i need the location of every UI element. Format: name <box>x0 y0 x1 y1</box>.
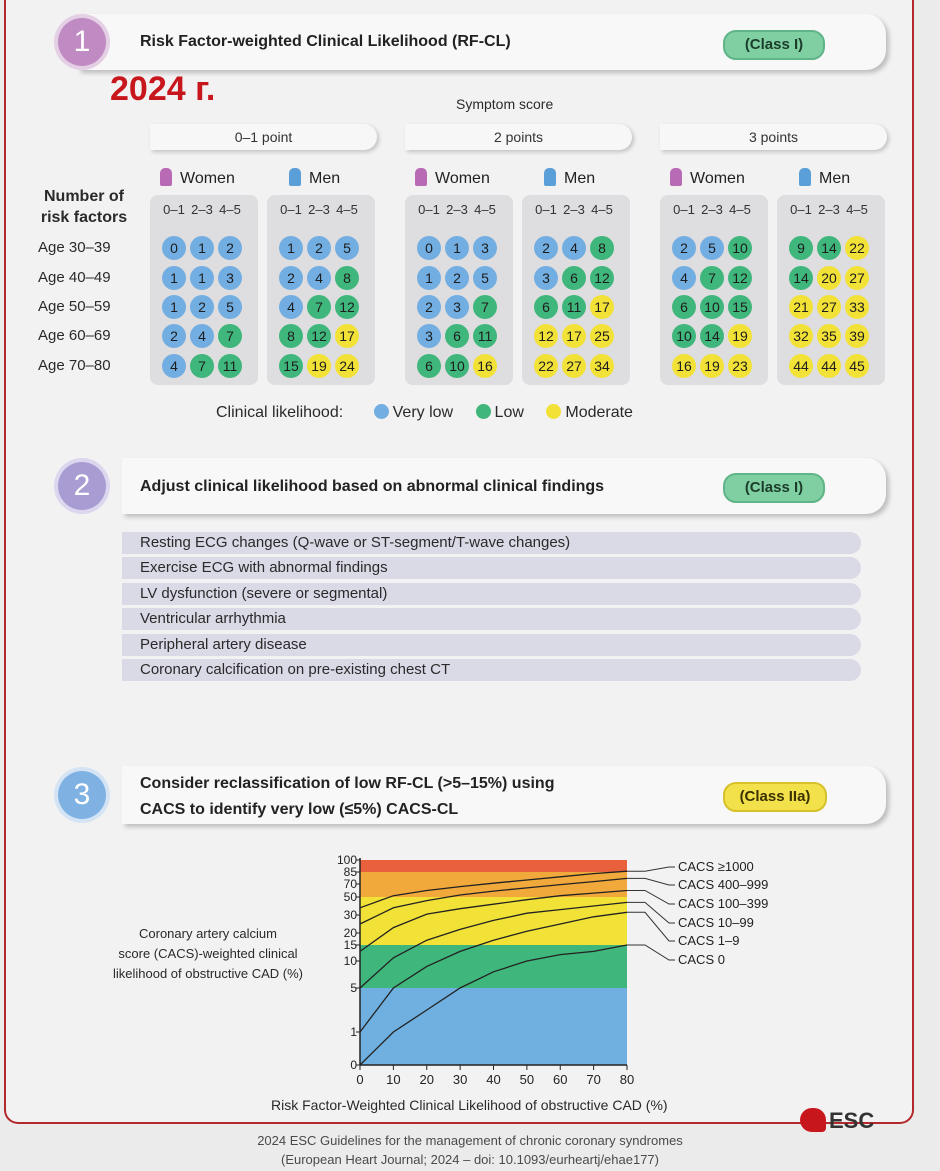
age-row-label: Age 40–49 <box>38 269 111 286</box>
cacs-callout-line <box>627 912 675 941</box>
step1-class-badge: (Class I) <box>723 30 825 60</box>
women-label: Women <box>670 168 745 188</box>
men-label: Men <box>799 168 850 188</box>
cacs-series-label: CACS 10–99 <box>678 915 754 930</box>
cacs-series-label: CACS 1–9 <box>678 933 740 948</box>
likelihood-cell: 6 <box>562 266 586 290</box>
likelihood-cell: 14 <box>700 324 724 348</box>
age-row-label: Age 60–69 <box>38 327 111 344</box>
likelihood-cell: 25 <box>590 324 614 348</box>
likelihood-cell: 32 <box>789 324 813 348</box>
legend-label: Clinical likelihood: <box>216 404 344 421</box>
likelihood-cell: 12 <box>534 324 558 348</box>
likelihood-cell: 7 <box>473 295 497 319</box>
age-row-label: Age 50–59 <box>38 298 111 315</box>
y-tick-label: 30 <box>343 908 357 922</box>
likelihood-cell: 34 <box>590 354 614 378</box>
likelihood-cell: 27 <box>562 354 586 378</box>
likelihood-cell: 1 <box>417 266 441 290</box>
x-tick-label: 30 <box>452 1072 468 1087</box>
finding-item: Exercise ECG with abnormal findings <box>122 557 861 579</box>
clinical-likelihood-legend <box>216 404 633 422</box>
y-tick-label: 100 <box>336 853 357 867</box>
likelihood-cell: 33 <box>845 295 869 319</box>
legend-item-moderate: Moderate <box>546 404 633 421</box>
y-tick-label: 5 <box>350 981 357 995</box>
likelihood-cell: 22 <box>534 354 558 378</box>
y-tick-label: 0 <box>350 1058 357 1072</box>
likelihood-cell: 10 <box>728 236 752 260</box>
men-label: Men <box>544 168 595 188</box>
likelihood-cell: 3 <box>417 324 441 348</box>
likelihood-cell: 4 <box>190 324 214 348</box>
risk-factor-column-header: 2–3 <box>563 202 585 217</box>
esc-heart-icon <box>800 1108 826 1132</box>
likelihood-cell: 11 <box>473 324 497 348</box>
legend-item-very-low: Very low <box>374 404 453 421</box>
likelihood-cell: 2 <box>534 236 558 260</box>
likelihood-cell: 12 <box>590 266 614 290</box>
woman-icon <box>670 168 682 186</box>
likelihood-cell: 12 <box>307 324 331 348</box>
likelihood-cell: 24 <box>335 354 359 378</box>
likelihood-cell: 6 <box>445 324 469 348</box>
likelihood-cell: 10 <box>700 295 724 319</box>
likelihood-cell: 5 <box>473 266 497 290</box>
likelihood-cell: 12 <box>335 295 359 319</box>
finding-item: Ventricular arrhythmia <box>122 608 861 630</box>
risk-factor-column-header: 4–5 <box>729 202 751 217</box>
man-icon <box>799 168 811 186</box>
likelihood-cell: 8 <box>590 236 614 260</box>
age-row-label: Age 70–80 <box>38 357 111 374</box>
likelihood-cell: 16 <box>672 354 696 378</box>
likelihood-cell: 0 <box>417 236 441 260</box>
y-tick-label: 70 <box>343 877 357 891</box>
likelihood-cell: 23 <box>728 354 752 378</box>
likelihood-cell: 17 <box>590 295 614 319</box>
likelihood-cell: 9 <box>789 236 813 260</box>
footer-citation-line2: (European Heart Journal; 2024 – doi: 10.1093/eurheartj/ehae177) <box>281 1152 659 1167</box>
cacs-callout-line <box>627 945 675 960</box>
x-tick-label: 80 <box>619 1072 635 1087</box>
likelihood-cell: 39 <box>845 324 869 348</box>
woman-icon <box>415 168 427 186</box>
risk-factor-column-header: 4–5 <box>219 202 241 217</box>
likelihood-cell: 22 <box>845 236 869 260</box>
likelihood-cell: 2 <box>162 324 186 348</box>
likelihood-cell: 6 <box>534 295 558 319</box>
likelihood-cell: 8 <box>335 266 359 290</box>
likelihood-cell: 5 <box>335 236 359 260</box>
likelihood-cell: 21 <box>789 295 813 319</box>
likelihood-cell: 12 <box>728 266 752 290</box>
likelihood-cell: 5 <box>218 295 242 319</box>
likelihood-cell: 15 <box>728 295 752 319</box>
step3-class-badge: (Class IIa) <box>723 782 827 812</box>
likelihood-cell: 4 <box>162 354 186 378</box>
likelihood-cell: 5 <box>700 236 724 260</box>
likelihood-cell: 44 <box>817 354 841 378</box>
likelihood-cell: 8 <box>279 324 303 348</box>
age-row-label: Age 30–39 <box>38 239 111 256</box>
symptom-score-label: Symptom score <box>456 96 554 112</box>
likelihood-cell: 1 <box>190 266 214 290</box>
risk-factor-column-header: 4–5 <box>336 202 358 217</box>
likelihood-cell: 27 <box>817 295 841 319</box>
likelihood-cell: 16 <box>473 354 497 378</box>
step2-badge: 2 <box>58 462 106 510</box>
likelihood-cell: 19 <box>700 354 724 378</box>
cacs-callout-line <box>627 878 675 885</box>
risk-factor-column-header: 2–3 <box>308 202 330 217</box>
likelihood-cell: 2 <box>445 266 469 290</box>
y-tick-label: 1 <box>350 1025 357 1039</box>
step2-class-badge: (Class I) <box>723 473 825 503</box>
likelihood-cell: 45 <box>845 354 869 378</box>
likelihood-cell: 3 <box>445 295 469 319</box>
likelihood-cell: 35 <box>817 324 841 348</box>
likelihood-cell: 7 <box>700 266 724 290</box>
step3-title-line2: CACS to identify very low (≤5%) CACS-CL <box>140 801 459 818</box>
likelihood-cell: 4 <box>562 236 586 260</box>
cacs-series-label: CACS 0 <box>678 952 725 967</box>
likelihood-cell: 20 <box>817 266 841 290</box>
cacs-chart <box>0 840 940 1130</box>
x-tick-label: 70 <box>586 1072 601 1087</box>
likelihood-cell: 7 <box>190 354 214 378</box>
risk-factor-column-header: 0–1 <box>673 202 695 217</box>
likelihood-cell: 2 <box>672 236 696 260</box>
likelihood-cell: 1 <box>162 295 186 319</box>
x-tick-label: 50 <box>519 1072 535 1087</box>
likelihood-cell: 27 <box>845 266 869 290</box>
cacs-series-label: CACS 400–999 <box>678 877 769 892</box>
risk-factor-column-header: 4–5 <box>591 202 613 217</box>
y-tick-label: 50 <box>343 890 357 904</box>
risk-factor-column-header: 0–1 <box>163 202 185 217</box>
likelihood-cell: 11 <box>218 354 242 378</box>
cacs-callout-line <box>627 867 675 871</box>
likelihood-cell: 3 <box>473 236 497 260</box>
man-icon <box>289 168 301 186</box>
x-tick-label: 40 <box>486 1072 501 1087</box>
woman-icon <box>160 168 172 186</box>
likelihood-band <box>360 860 627 872</box>
risk-factor-column-header: 0–1 <box>790 202 812 217</box>
finding-item: Resting ECG changes (Q-wave or ST-segment/T-wave changes) <box>122 532 861 554</box>
likelihood-cell: 1 <box>445 236 469 260</box>
finding-item: Peripheral artery disease <box>122 634 861 656</box>
men-label: Men <box>289 168 340 188</box>
likelihood-cell: 1 <box>162 266 186 290</box>
chart-xlabel: Risk Factor-Weighted Clinical Likelihood of obstructive CAD (%) <box>271 1097 668 1113</box>
likelihood-cell: 7 <box>218 324 242 348</box>
likelihood-cell: 17 <box>335 324 359 348</box>
likelihood-cell: 14 <box>817 236 841 260</box>
likelihood-cell: 0 <box>162 236 186 260</box>
step2-title: Adjust clinical likelihood based on abnormal clinical findings <box>140 478 605 495</box>
risk-factor-column-header: 2–3 <box>701 202 723 217</box>
likelihood-cell: 14 <box>789 266 813 290</box>
likelihood-cell: 2 <box>279 266 303 290</box>
y-tick-label: 10 <box>343 954 357 968</box>
likelihood-cell: 10 <box>672 324 696 348</box>
likelihood-cell: 4 <box>279 295 303 319</box>
finding-item: Coronary calcification on pre-existing chest CT <box>122 659 861 681</box>
risk-factor-column-header: 2–3 <box>818 202 840 217</box>
likelihood-cell: 1 <box>190 236 214 260</box>
likelihood-cell: 44 <box>789 354 813 378</box>
likelihood-cell: 4 <box>672 266 696 290</box>
step1-title: Risk Factor-weighted Clinical Likelihood (RF-CL) <box>140 33 511 50</box>
y-tick-label: 85 <box>343 865 357 879</box>
finding-item: LV dysfunction (severe or segmental) <box>122 583 861 605</box>
risk-factor-column-header: 2–3 <box>446 202 468 217</box>
likelihood-cell: 6 <box>672 295 696 319</box>
risk-factor-column-header: 4–5 <box>846 202 868 217</box>
likelihood-cell: 19 <box>307 354 331 378</box>
y-tick-label: 15 <box>343 938 357 952</box>
row-header-label: Number of risk factors <box>40 188 128 226</box>
symptom-score-header: 0–1 point <box>150 124 377 150</box>
step1-badge: 1 <box>58 18 106 66</box>
likelihood-cell: 6 <box>417 354 441 378</box>
likelihood-cell: 15 <box>279 354 303 378</box>
man-icon <box>544 168 556 186</box>
x-tick-label: 0 <box>356 1072 364 1087</box>
legend-item-low: Low <box>476 404 524 421</box>
x-tick-label: 20 <box>419 1072 434 1087</box>
risk-factor-column-header: 0–1 <box>280 202 302 217</box>
likelihood-cell: 2 <box>218 236 242 260</box>
likelihood-cell: 10 <box>445 354 469 378</box>
likelihood-cell: 2 <box>307 236 331 260</box>
cacs-series-label: CACS 100–399 <box>678 896 769 911</box>
x-tick-label: 60 <box>553 1072 568 1087</box>
step3-badge: 3 <box>58 771 106 819</box>
likelihood-cell: 19 <box>728 324 752 348</box>
chart-ylabel: Coronary artery calcium score (CACS)-weighted clinical likelihood of obstructive CAD (%) <box>112 926 304 981</box>
women-label: Women <box>160 168 235 188</box>
likelihood-cell: 7 <box>307 295 331 319</box>
likelihood-cell: 17 <box>562 324 586 348</box>
risk-factor-column-header: 0–1 <box>418 202 440 217</box>
likelihood-band <box>360 988 627 1065</box>
cacs-series-label: CACS ≥1000 <box>678 859 754 874</box>
likelihood-cell: 11 <box>562 295 586 319</box>
footer-citation-line1: 2024 ESC Guidelines for the management of chronic coronary syndromes <box>257 1133 683 1148</box>
women-label: Women <box>415 168 490 188</box>
x-tick-label: 10 <box>386 1072 401 1087</box>
risk-factor-column-header: 4–5 <box>474 202 496 217</box>
y-tick-label: 20 <box>343 926 357 940</box>
risk-factor-column-header: 2–3 <box>191 202 213 217</box>
likelihood-cell: 3 <box>534 266 558 290</box>
likelihood-cell: 3 <box>218 266 242 290</box>
likelihood-cell: 2 <box>190 295 214 319</box>
year-label: 2024 г. <box>110 70 216 108</box>
step3-title-line1: Consider reclassification of low RF-CL (>5–15%) using <box>140 775 555 792</box>
likelihood-cell: 1 <box>279 236 303 260</box>
esc-logo: ESC <box>800 1108 874 1134</box>
symptom-score-header: 2 points <box>405 124 632 150</box>
symptom-score-header: 3 points <box>660 124 887 150</box>
likelihood-cell: 4 <box>307 266 331 290</box>
risk-factor-column-header: 0–1 <box>535 202 557 217</box>
likelihood-cell: 2 <box>417 295 441 319</box>
